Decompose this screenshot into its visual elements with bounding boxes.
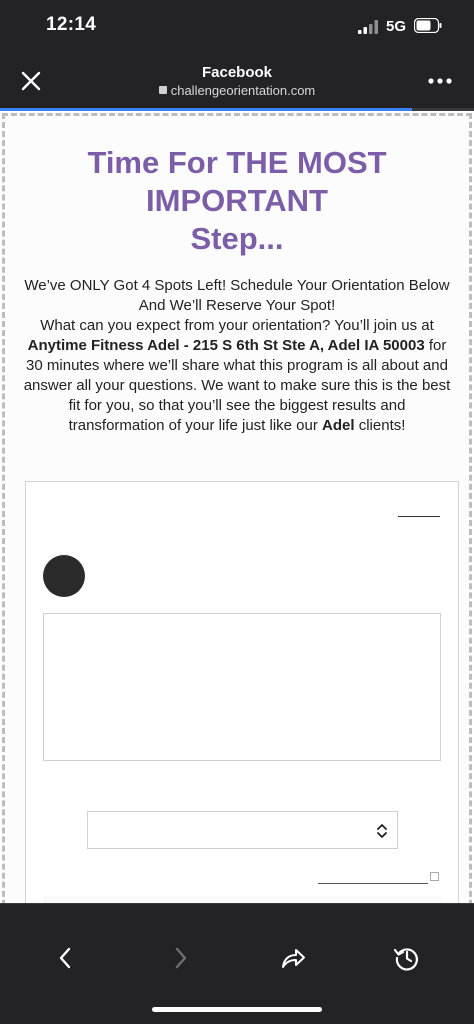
title-block bbox=[0, 64, 474, 98]
chevron-left-icon[interactable] bbox=[52, 944, 80, 972]
status-time: 12:14 bbox=[46, 14, 97, 35]
form-checkbox[interactable] bbox=[430, 872, 439, 881]
share-icon[interactable] bbox=[279, 944, 307, 972]
web-page bbox=[0, 111, 474, 903]
browser-toolbar bbox=[0, 903, 474, 1024]
headline-line-3: Step... bbox=[190, 221, 284, 256]
form-top-rule bbox=[398, 516, 440, 517]
status-bar bbox=[0, 0, 474, 54]
form-select[interactable] bbox=[87, 811, 398, 849]
signal-icon bbox=[358, 20, 380, 34]
intro-text-span: What can you expect from your orientation? You’ll join us at bbox=[40, 317, 434, 334]
avatar bbox=[43, 555, 85, 597]
form-bottom-bar bbox=[43, 896, 441, 903]
scheduling-form bbox=[25, 481, 459, 903]
browser-header bbox=[0, 54, 474, 110]
page-title: Facebook bbox=[201, 64, 273, 81]
intro-text bbox=[21, 276, 453, 436]
battery-icon bbox=[414, 18, 442, 33]
lock-icon bbox=[159, 86, 167, 94]
chevron-right-icon[interactable] bbox=[166, 944, 194, 972]
headline-line-2: IMPORTANT bbox=[146, 183, 328, 218]
headline bbox=[5, 144, 469, 258]
page-frame bbox=[2, 113, 472, 903]
headline-line-1: Time For THE MOST bbox=[87, 145, 387, 180]
gym-address: Anytime Fitness Adel - 215 S 6th St Ste A, Adel IA 50003 bbox=[27, 337, 425, 354]
home-indicator[interactable] bbox=[152, 1007, 322, 1012]
network-label: 5G bbox=[386, 18, 407, 35]
intro-paragraph-1: We’ve ONLY Got 4 Spots Left! Schedule Your Orientation Below And We’ll Reserve Your Spot! bbox=[24, 277, 450, 314]
url-text: challengeorientation.com bbox=[170, 83, 316, 98]
city-name: Adel bbox=[322, 417, 355, 434]
intro-text-span: clients! bbox=[354, 417, 406, 434]
intro-text-span: for 30 minutes where we’ll share what this program is all about and answer all your questions. We want to make sure this is the best fit for you, so that you’ll see the biggest results and transformation of your life just like our bbox=[23, 337, 451, 434]
form-input-underline[interactable] bbox=[318, 883, 428, 884]
intro-paragraph-2 bbox=[21, 316, 453, 436]
url-label[interactable] bbox=[0, 83, 474, 98]
more-options-icon[interactable] bbox=[428, 78, 452, 84]
select-chevron-icon bbox=[375, 822, 389, 840]
history-icon[interactable] bbox=[393, 944, 421, 972]
form-text-area[interactable] bbox=[43, 613, 441, 761]
